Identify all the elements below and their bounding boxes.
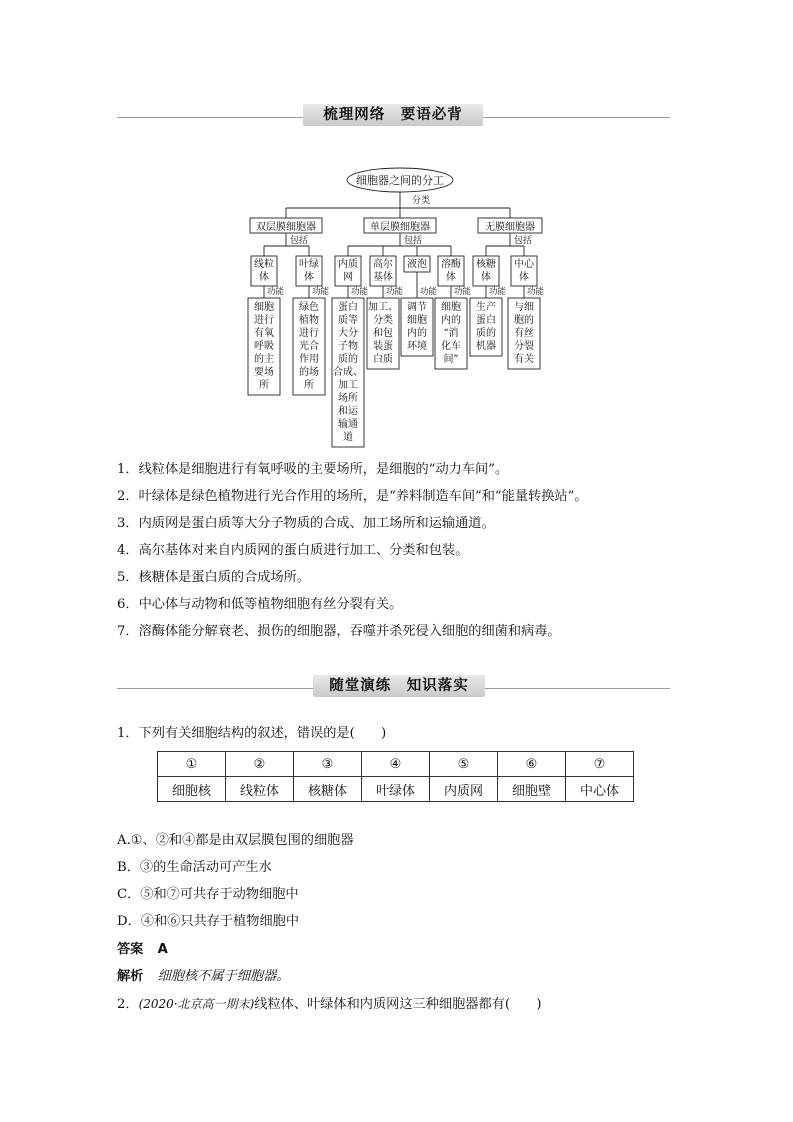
table-cell: ⑥	[498, 752, 566, 777]
function-text: 光合	[299, 341, 319, 352]
function-text: 植物	[299, 315, 319, 326]
function-text: 与细	[514, 302, 534, 313]
organelle-label: 体	[481, 272, 491, 283]
answer-line	[117, 940, 168, 960]
function-label: 功能	[351, 287, 369, 297]
table-cell: 核糖体	[294, 777, 362, 802]
function-text: 间”	[443, 354, 459, 365]
function-text: 要场	[254, 367, 274, 378]
analysis-line	[117, 967, 289, 987]
function-text: 胞的	[514, 315, 534, 326]
analysis-label: 解析	[117, 969, 144, 984]
function-text: 质的	[338, 354, 358, 365]
function-text: 合成、	[333, 367, 363, 378]
question-2-source: (2020·北京高一期末)	[138, 997, 255, 1011]
organelle-label: 叶绿	[299, 259, 319, 270]
organelle-label: 体	[259, 272, 269, 283]
table-header-row	[158, 752, 634, 777]
answer-value: A	[157, 942, 168, 957]
key-point-7: 7．溶酶体能分解衰老、损伤的细胞器，吞噬并杀死侵入细胞的细菌和病毒。	[117, 624, 561, 639]
table-cell: 细胞壁	[498, 777, 566, 802]
key-point-2: 2．叶绿体是绿色植物进行光合作用的场所，是“养料制造车间”和“能量转换站”。	[117, 489, 588, 504]
function-label: 功能	[312, 287, 330, 297]
function-label: 功能	[420, 287, 438, 297]
function-text: 调节	[407, 302, 427, 313]
organelle-label: 体	[304, 272, 314, 283]
table-cell: ⑤	[430, 752, 498, 777]
function-text: 的场	[299, 367, 319, 378]
function-text: 质等	[338, 315, 358, 326]
organelle-label: 中心	[514, 259, 534, 270]
group-label: 单层膜细胞器	[370, 222, 430, 233]
function-text: 蛋白	[476, 315, 496, 326]
function-text: 有氧	[254, 328, 274, 339]
section-title-1: 梳理网络 要语必背	[303, 104, 483, 126]
table-cell: ③	[294, 752, 362, 777]
key-point-4: 4．高尔基体对来自内质网的蛋白质进行加工、分类和包装。	[117, 543, 469, 558]
question-2-number: 2．	[117, 997, 139, 1012]
function-text: 白质	[373, 354, 393, 365]
classify-label: 分类	[412, 196, 431, 206]
function-text: 大分	[338, 328, 358, 339]
function-text: 机器	[476, 341, 496, 352]
function-text: 和包	[373, 328, 393, 339]
group-label: 双层膜细胞器	[256, 222, 316, 233]
section-banner-1	[117, 104, 670, 128]
function-text: 呼吸	[254, 341, 274, 352]
function-label: 功能	[489, 287, 507, 297]
function-label: 功能	[386, 287, 404, 297]
organelle-division-diagram	[240, 160, 560, 455]
function-text: 的主	[254, 354, 274, 365]
section-banner-2	[117, 675, 670, 699]
function-text: 和运	[338, 406, 358, 417]
root-label: 细胞器之间的分工	[356, 174, 444, 187]
option-d: D．④和⑥只共存于植物细胞中	[117, 914, 300, 929]
function-text: 作用	[299, 354, 319, 365]
organelle-label: 基体	[373, 272, 393, 283]
include-label: 包括	[290, 236, 309, 246]
function-text: 加工、	[368, 302, 398, 313]
function-text: 分类	[373, 315, 393, 326]
function-text: 细胞	[441, 302, 461, 313]
function-label: 功能	[267, 287, 285, 297]
option-c: C．⑤和⑦可共存于动物细胞中	[117, 887, 299, 902]
function-text: 有关	[514, 354, 534, 365]
table-cell: 叶绿体	[362, 777, 430, 802]
organelle-label: 溶酶	[441, 259, 461, 270]
function-text: 化车	[441, 341, 461, 352]
function-text: 分裂	[514, 341, 534, 352]
analysis-text: 细胞核不属于细胞器。	[157, 969, 290, 984]
table-cell: ④	[362, 752, 430, 777]
organelle-label: 线粒	[254, 259, 274, 270]
key-point-6: 6．中心体与动物和低等植物细胞有丝分裂有关。	[117, 597, 403, 612]
function-text: 绿色	[299, 302, 319, 313]
table-cell: 内质网	[430, 777, 498, 802]
diagram-content	[248, 168, 545, 447]
function-text: 蛋白	[338, 302, 358, 313]
section-title-2: 随堂演练 知识落实	[313, 675, 485, 697]
function-text: 环境	[407, 341, 427, 352]
organelle-label: 核糖	[476, 259, 496, 270]
function-label: 功能	[454, 287, 472, 297]
organelle-label: 体	[519, 272, 529, 283]
function-text: 进行	[254, 315, 274, 326]
table-cell: ②	[226, 752, 294, 777]
function-text: 内的	[441, 315, 461, 326]
group-label: 无膜细胞器	[485, 222, 535, 233]
organelle-label: 体	[446, 272, 456, 283]
table-cell: 中心体	[566, 777, 634, 802]
question-2-stem	[117, 994, 542, 1015]
table-cell: 线粒体	[226, 777, 294, 802]
function-text: 进行	[299, 328, 319, 339]
function-text: 内的	[407, 328, 427, 339]
organelle-label: 网	[343, 272, 353, 283]
include-label: 包括	[514, 236, 533, 246]
function-label: 功能	[527, 287, 545, 297]
question-1-stem: 1．下列有关细胞结构的叙述，错误的是( )	[117, 726, 387, 741]
function-text: 输通	[338, 419, 358, 430]
function-text: 细胞	[254, 302, 274, 313]
function-text: 有丝	[514, 328, 534, 339]
answer-label: 答案	[117, 942, 144, 957]
table-cell: ⑦	[566, 752, 634, 777]
organelle-label: 内质	[338, 259, 358, 270]
question-1-table	[157, 751, 634, 802]
function-text: 细胞	[407, 315, 427, 326]
table-cell: 细胞核	[158, 777, 226, 802]
question-2-text: 线粒体、叶绿体和内质网这三种细胞器都有( )	[254, 997, 542, 1012]
include-label: 包括	[404, 236, 423, 246]
function-text: 加工	[338, 380, 358, 391]
function-text: 场所	[338, 393, 358, 404]
function-text: “消	[443, 328, 459, 339]
function-text: 生产	[476, 302, 496, 313]
function-text: 所	[304, 380, 314, 391]
function-text: 子物	[338, 341, 358, 352]
organelle-label: 液泡	[407, 259, 427, 270]
key-point-3: 3．内质网是蛋白质等大分子物质的合成、加工场所和运输通道。	[117, 516, 495, 531]
function-text: 质的	[476, 328, 496, 339]
key-point-1: 1．线粒体是细胞进行有氧呼吸的主要场所，是细胞的“动力车间”。	[117, 462, 509, 477]
option-b: B．③的生命活动可产生水	[117, 860, 272, 875]
organelle-label: 高尔	[373, 259, 393, 270]
table-cell: ①	[158, 752, 226, 777]
key-point-5: 5．核糖体是蛋白质的合成场所。	[117, 570, 311, 585]
function-text: 道	[343, 432, 353, 443]
function-text: 所	[259, 380, 269, 391]
table-row	[158, 777, 634, 802]
option-a: A.①、②和④都是由双层膜包围的细胞器	[117, 833, 354, 848]
function-text: 装蛋	[373, 341, 393, 352]
